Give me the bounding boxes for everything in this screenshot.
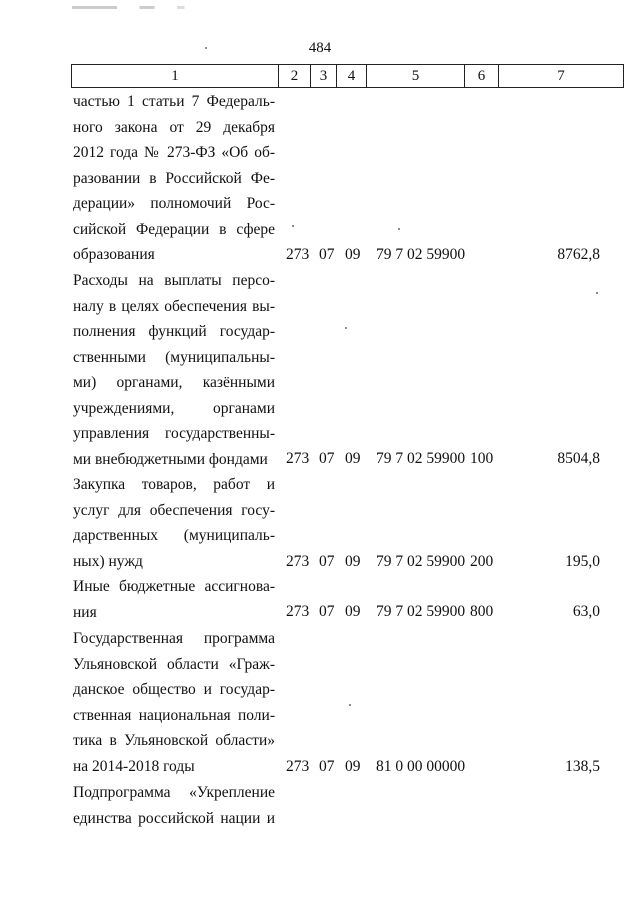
description-line: Закупка товаров, работ и [73, 476, 275, 493]
description-line: ственными (муниципальны- [73, 348, 275, 366]
expense-type-code: 200 [470, 553, 494, 570]
description-line: ных) нужд [73, 552, 143, 570]
scan-speck [205, 47, 207, 49]
description-line: Расходы на выплаты персо- [73, 272, 275, 289]
row-description [73, 268, 275, 472]
description-line: образования [73, 246, 155, 263]
description-line: 2012 года № 273-ФЗ «Об об- [73, 144, 275, 161]
table-header [71, 64, 624, 88]
row-description [73, 626, 275, 779]
description-line: частью 1 статьи 7 Федераль- [73, 93, 275, 110]
description-line: ми внебюджетными фондами [73, 450, 268, 468]
description-line: Ульяновской области «Граж- [73, 655, 275, 673]
amount: 138,5 [565, 758, 600, 775]
description-line: ственная национальная поли- [73, 706, 275, 724]
scan-artifact [72, 6, 222, 9]
scan-speck [292, 225, 294, 227]
target-article-code: 79 7 02 59900 [376, 246, 466, 263]
row-description [73, 574, 275, 625]
scan-speck [349, 704, 351, 706]
admin-code: 273 [286, 246, 310, 263]
description-line: на 2014-2018 годы [73, 757, 195, 775]
scan-speck [345, 327, 347, 329]
column-header-7: 7 [498, 65, 624, 87]
subsection-code: 09 [345, 246, 361, 263]
target-article-code: 81 0 00 00000 [376, 758, 466, 775]
admin-code: 273 [286, 758, 310, 775]
column-header-5: 5 [366, 65, 464, 87]
description-line: услуг для обеспечения госу- [73, 501, 275, 519]
amount: 195,0 [565, 553, 600, 570]
admin-code: 273 [286, 603, 310, 620]
description-line: тика в Ульяновской области» [73, 732, 275, 749]
amount: 8504,8 [557, 450, 600, 467]
scan-speck [596, 292, 598, 294]
page-number: 484 [308, 40, 332, 56]
target-article-code: 79 7 02 59900 [376, 603, 466, 620]
subsection-code: 09 [345, 450, 361, 467]
amount: 63,0 [572, 603, 600, 620]
column-header-1: 1 [71, 65, 278, 87]
description-line: единства российской нации и [73, 809, 275, 827]
subsection-code: 09 [345, 553, 361, 570]
description-line: налу в целях обеспечения вы- [73, 297, 275, 315]
admin-code: 273 [286, 450, 310, 467]
expense-type-code: 100 [470, 450, 494, 467]
description-line: разовании в Российской Фе- [73, 169, 275, 187]
amount: 8762,8 [557, 246, 600, 263]
row-description [73, 780, 275, 831]
section-code: 07 [319, 246, 335, 263]
scan-speck [398, 228, 400, 230]
description-line: полнения функций государ- [73, 323, 275, 340]
column-header-4: 4 [336, 65, 366, 87]
target-article-code: 79 7 02 59900 [376, 553, 466, 570]
section-code: 07 [319, 603, 335, 620]
description-line: ния [73, 603, 97, 621]
subsection-code: 09 [345, 758, 361, 775]
column-header-3: 3 [310, 65, 336, 87]
admin-code: 273 [286, 553, 310, 570]
description-line: Иные бюджетные ассигнова- [73, 578, 275, 595]
row-description [73, 89, 275, 268]
expense-type-code: 800 [470, 603, 494, 620]
description-line: учреждениями, органами [73, 399, 275, 417]
subsection-code: 09 [345, 603, 361, 620]
description-line: ми) органами, казёнными [73, 374, 275, 391]
description-line: ного закона от 29 декабря [73, 118, 275, 136]
description-line: дерации» полномочий Рос- [73, 195, 275, 212]
column-header-6: 6 [464, 65, 498, 87]
target-article-code: 79 7 02 59900 [376, 450, 466, 467]
description-line: данское общество и государ- [73, 681, 275, 698]
column-header-2: 2 [278, 65, 310, 87]
description-line: дарственных (муниципаль- [73, 527, 275, 544]
section-code: 07 [319, 758, 335, 775]
section-code: 07 [319, 553, 335, 570]
description-line: управления государственны- [73, 425, 275, 442]
section-code: 07 [319, 450, 335, 467]
description-line: Государственная программа [73, 630, 275, 647]
description-line: сийской Федерации в сфере [73, 220, 275, 238]
description-line: Подпрограмма «Укрепление [73, 784, 275, 801]
row-description [73, 472, 275, 574]
